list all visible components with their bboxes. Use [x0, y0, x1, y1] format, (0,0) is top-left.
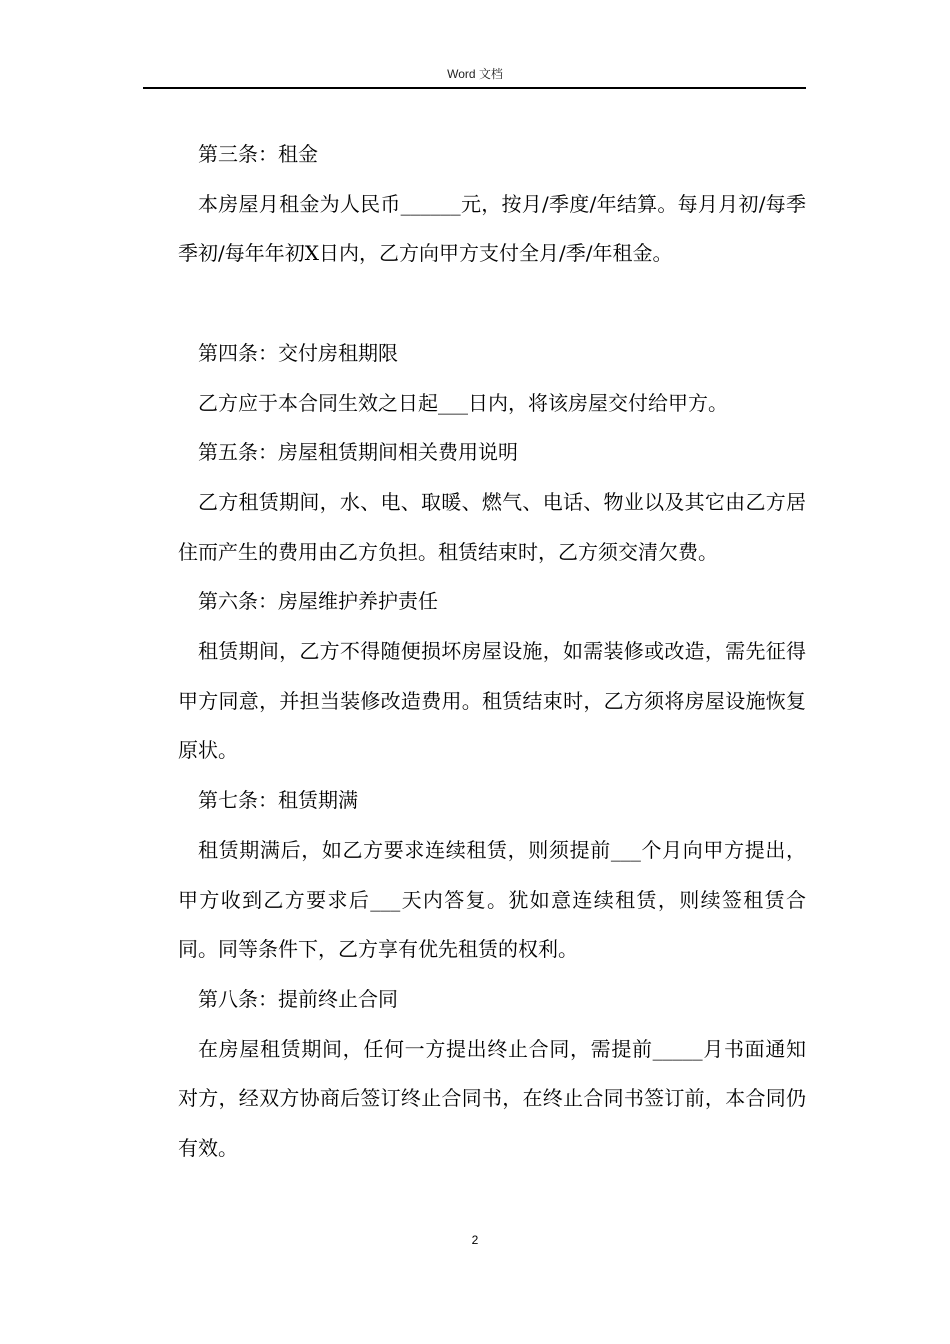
- article-6-heading: 第六条：房屋维护养护责任: [198, 589, 438, 614]
- paragraph-gap: [178, 279, 806, 329]
- article-6-body: 租赁期间，乙方不得随便损坏房屋设施，如需装修或改造，需先征得甲方同意，并担当装修改造费用。租赁结束时，乙方须将房屋设施恢复原状。: [178, 639, 806, 763]
- article-3-body: 本房屋月租金为人民币______元，按月/季度/年结算。每月月初/每季季初/每年年初X日内，乙方向甲方支付全月/季/年租金。: [178, 191, 806, 266]
- article-5-body: 乙方租赁期间，水、电、取暖、燃气、电话、物业以及其它由乙方居住而产生的费用由乙方负担。租赁结束时，乙方须交清欠费。: [178, 489, 806, 564]
- article-4-heading: 第四条：交付房租期限: [198, 340, 398, 365]
- header-divider: [143, 87, 806, 89]
- article-4-body: 乙方应于本合同生效之日起___日内，将该房屋交付给甲方。: [198, 390, 728, 415]
- article-8-body: 在房屋租赁期间，任何一方提出终止合同，需提前_____月书面通知对方，经双方协商后签订终止合同书，在终止合同书签订前，本合同仍有效。: [178, 1036, 806, 1161]
- article-8-heading: 第八条：提前终止合同: [198, 986, 398, 1011]
- article-7-heading: 第七条：租赁期满: [198, 788, 358, 813]
- article-7-body: 租赁期满后，如乙方要求连续租赁，则须提前___个月向甲方提出，甲方收到乙方要求后___天内答复。犹如意连续租赁，则续签租赁合同。同等条件下，乙方享有优先租赁的权利。: [178, 837, 806, 962]
- page-header: Word 文档: [447, 67, 503, 81]
- article-3-heading: 第三条：租金: [198, 142, 318, 166]
- document-body: [178, 130, 806, 1174]
- article-5-heading: 第五条：房屋租赁期间相关费用说明: [198, 440, 518, 465]
- page-number: 2: [471, 1233, 479, 1247]
